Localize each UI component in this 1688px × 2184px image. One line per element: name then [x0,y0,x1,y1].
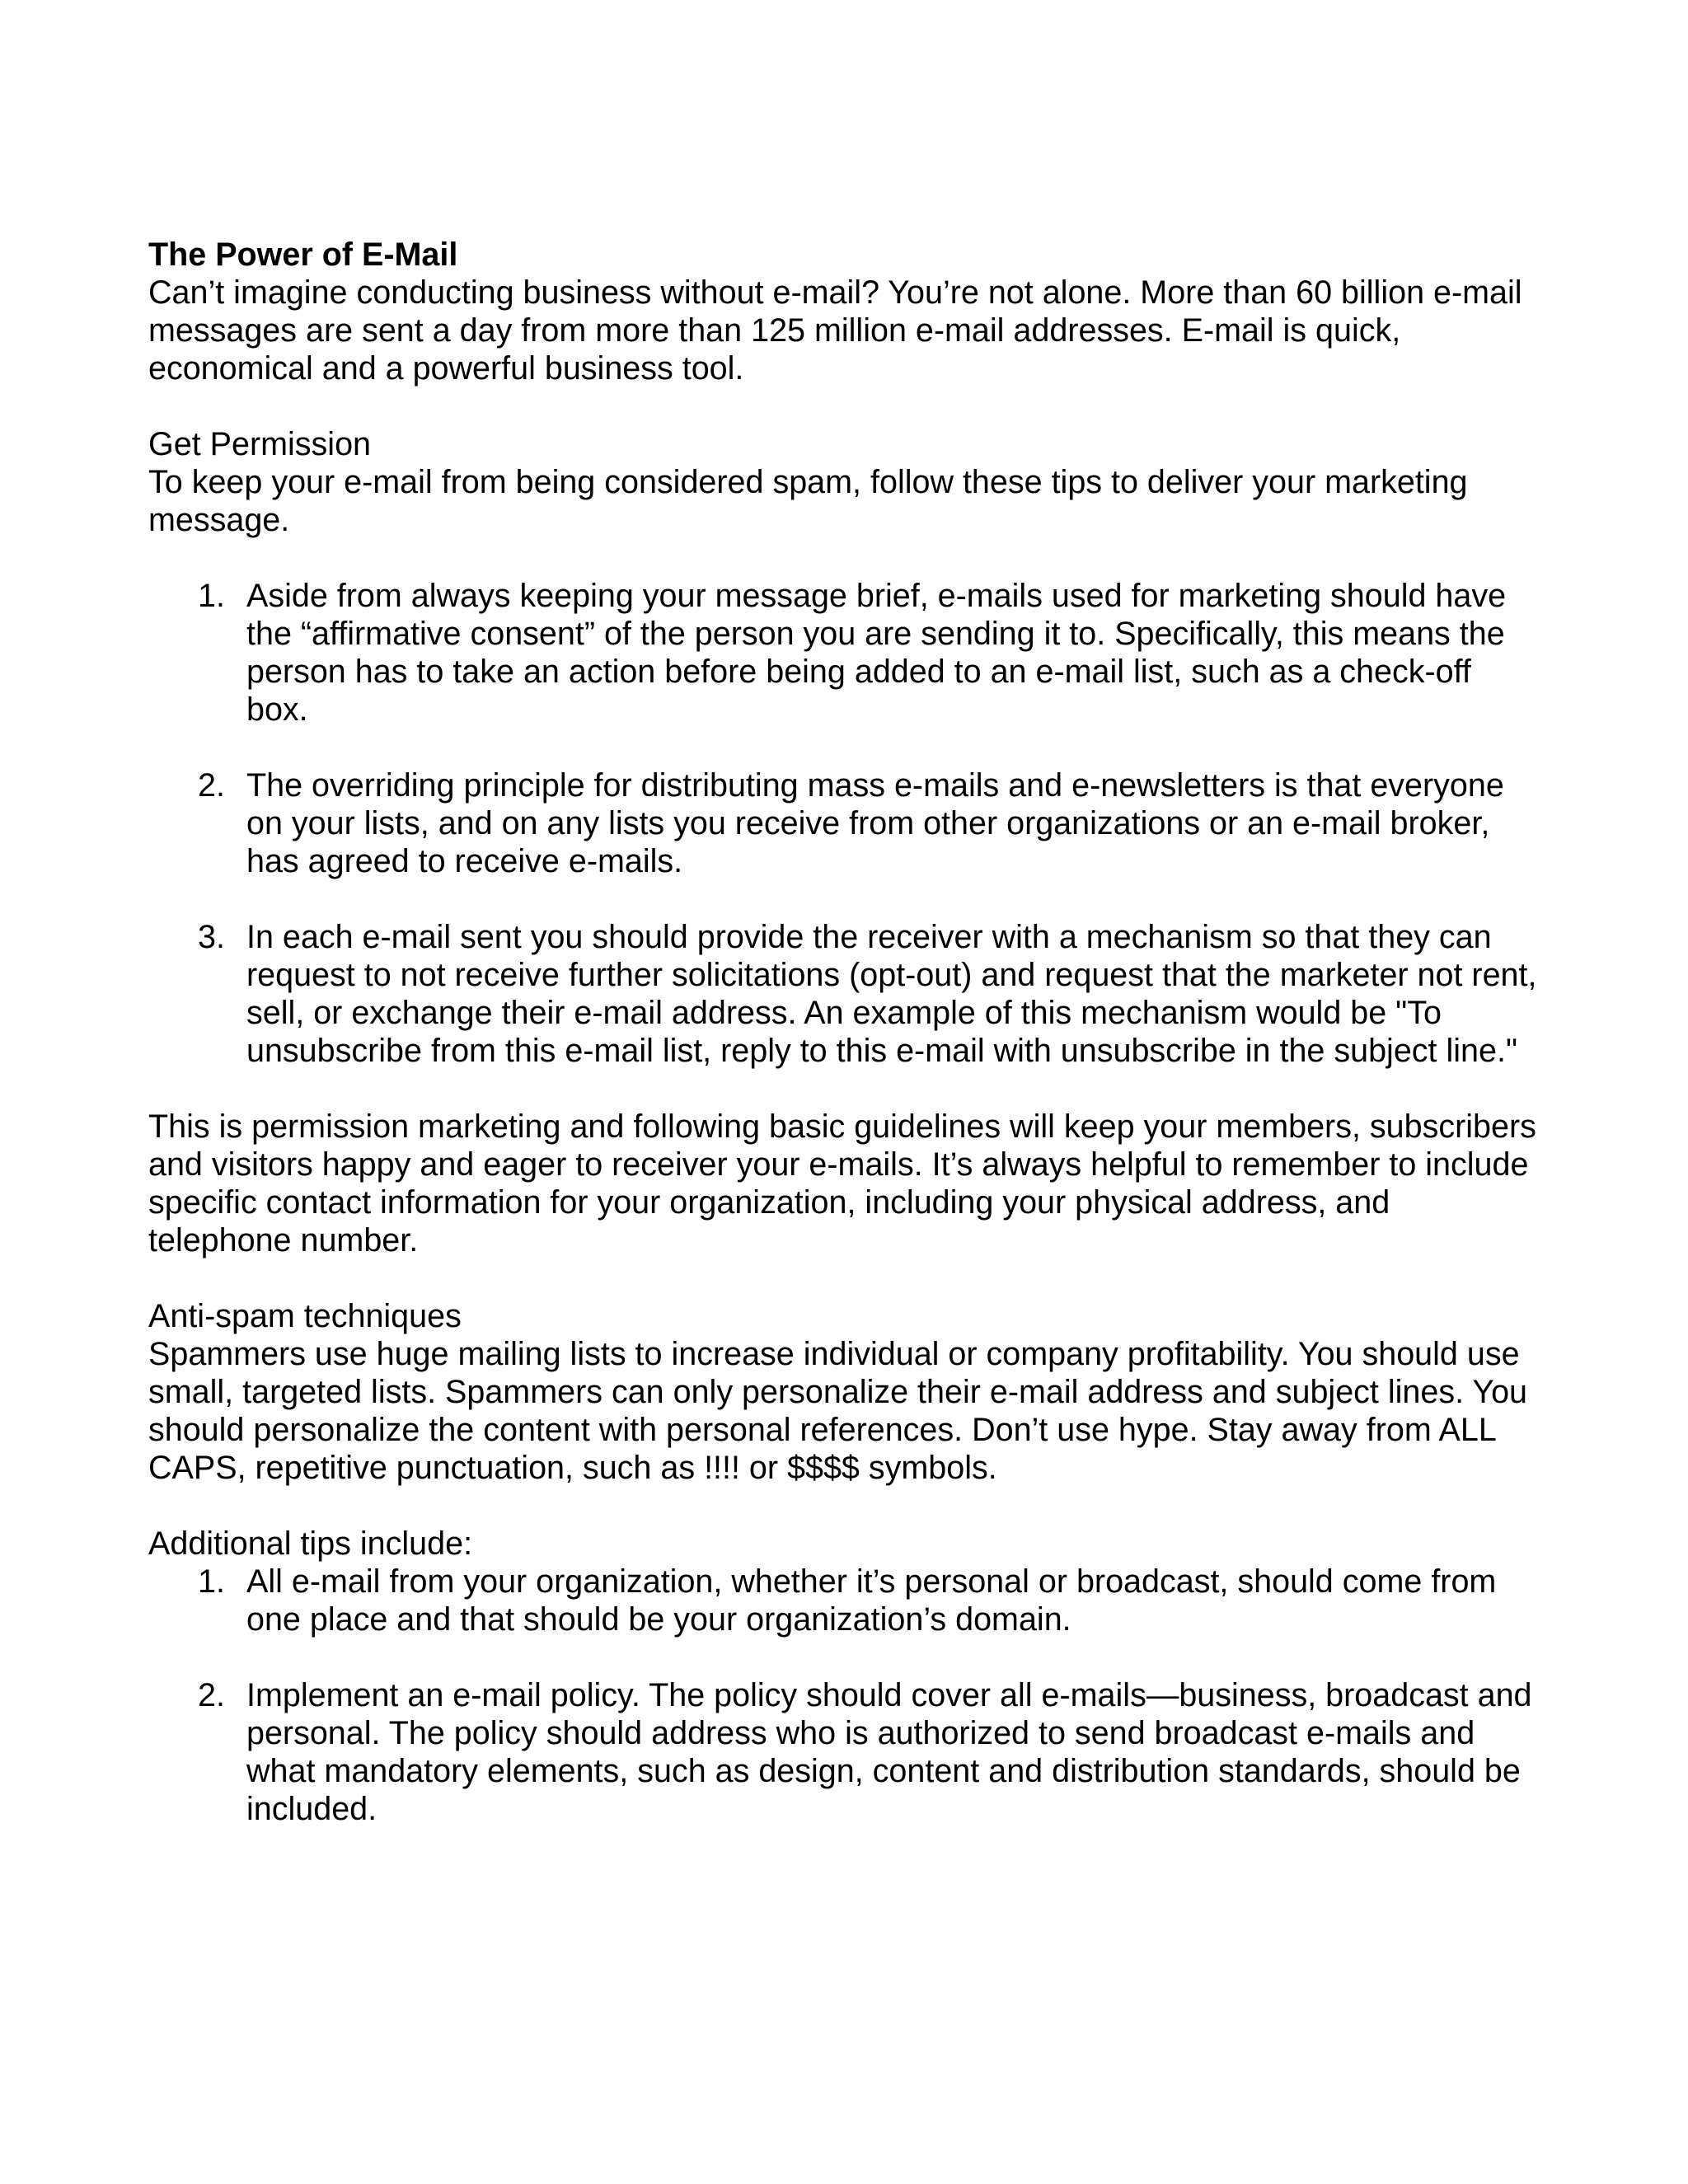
spacer [148,387,1541,425]
list-number: 1. [198,578,225,614]
list-item [148,1676,1541,1828]
tips-heading: Additional tips include: [148,1526,473,1562]
list-item-text: The overriding principle for distributing mass e-mails and e-newsletters is that everyone on your lists, and on any lists you receive from other organizations or an e-mail broker, has agreed to receive e-mails. [246,767,1504,879]
antispam-heading: Anti-spam techniques [148,1298,462,1334]
antispam-paragraph: Spammers use huge mailing lists to increase individual or company profitability. You should use small, targeted lists. Spammers can only personalize their e-mail address and subject lines. You should personalize the content with personal references. Don’t use hype. Stay away from ALL CAPS, repetitive punctuation, such as !!!! or $$$$ symbols. [148,1336,1528,1486]
list-item-text: Implement an e-mail policy. The policy should cover all e-mails—business, broadcast and personal. The policy should address who is authorized to send broadcast e-mails and what mandatory elements, such as design, content and distribution standards, should be included. [246,1677,1532,1827]
spacer [148,539,1541,577]
spacer [148,1638,1541,1676]
spacer [148,1070,1541,1108]
spacer [148,1487,1541,1525]
list-item [148,918,1541,1070]
list-item [148,766,1541,880]
list-number: 2. [198,1677,225,1713]
list-number: 1. [198,1563,225,1600]
document-page [148,236,1541,1828]
list-number: 3. [198,919,225,955]
permission-list [148,577,1541,1070]
list-item-text: In each e-mail sent you should provide the receiver with a mechanism so that they can request to not receive further solicitations (opt-out) and request that the marketer not rent, sell, or exchange their e-mail address. An example of this mechanism would be "To unsubscribe from this e-mail list, reply to this e-mail with unsubscribe in the subject line." [246,919,1537,1069]
tips-list [148,1563,1541,1828]
permission-intro-paragraph: To keep your e-mail from being considered spam, follow these tips to deliver your marketing message. [148,464,1468,538]
document-title: The Power of E-Mail [148,237,458,273]
intro-paragraph: Can’t imagine conducting business without e-mail? You’re not alone. More than 60 billion e-mail messages are sent a day from more than 125 million e-mail addresses. E-mail is quick, economical and a powerful business tool. [148,274,1522,387]
permission-summary-paragraph: This is permission marketing and following basic guidelines will keep your members, subscribers and visitors happy and eager to receiver your e-mails. It’s always helpful to remember to include specific contact information for your organization, including your physical address, and telephone number. [148,1108,1536,1258]
list-item-text: Aside from always keeping your message brief, e-mails used for marketing should have the “affirmative consent” of the person you are sending it to. Specifically, this means the person has to take an action before being added to an e-mail list, such as a check-off box. [246,578,1507,728]
spacer [148,729,1541,766]
list-item [148,1563,1541,1638]
list-item [148,577,1541,729]
list-item-text: All e-mail from your organization, whether it’s personal or broadcast, should come from one place and that should be your organization’s domain. [246,1563,1497,1638]
list-number: 2. [198,767,225,804]
spacer [148,880,1541,918]
permission-heading: Get Permission [148,426,372,462]
spacer [148,1259,1541,1297]
